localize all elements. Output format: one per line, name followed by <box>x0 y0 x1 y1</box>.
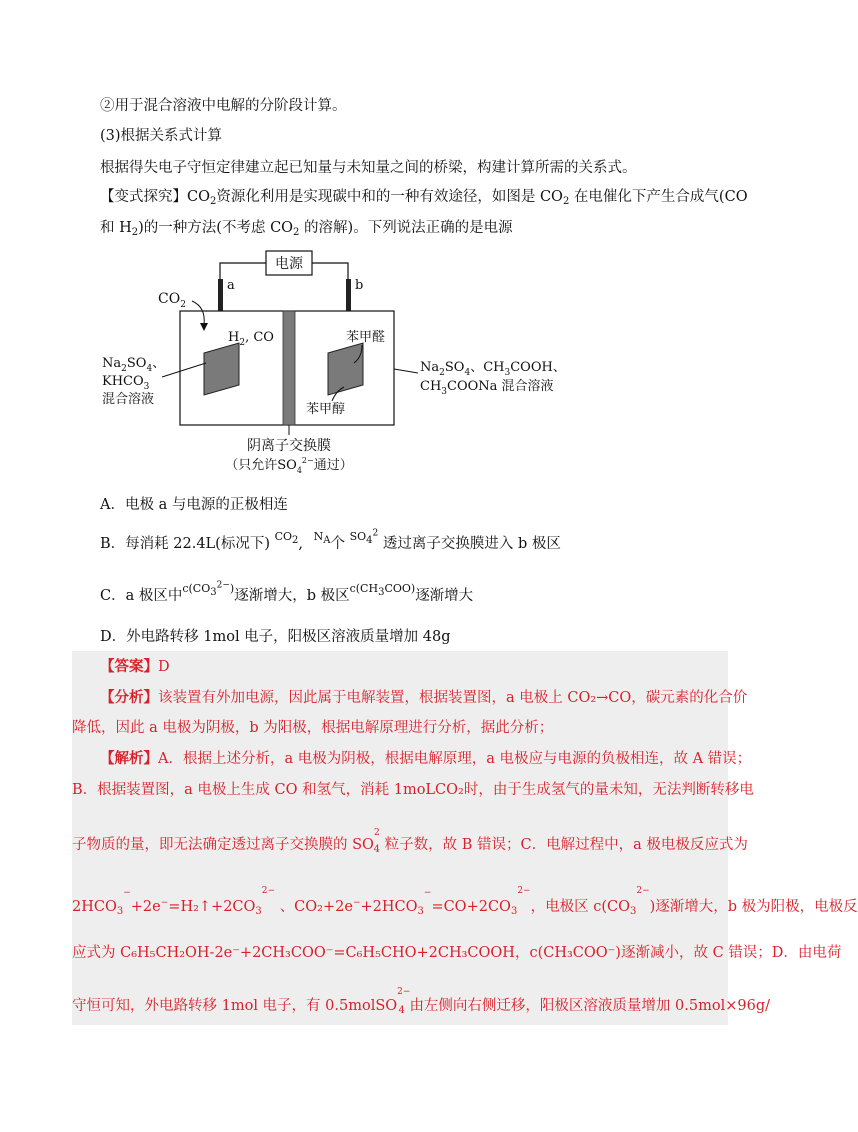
section-3-heading: (3)根据关系式计算 <box>100 128 223 144</box>
electrode-b-label: b <box>355 278 364 293</box>
answer-tag: 【答案】 <box>100 658 158 675</box>
question-line-1: 【变式探究】$CO_2$资源化利用是实现碳中和的一种有效途径，如图是 $CO_2$ 在电催化下产生合成气(CO <box>100 189 748 207</box>
option-a: A．电极 a 与电源的正极相连 <box>100 497 288 513</box>
option-b: B．每消耗 22.4L(标况下) $CO_2$, $N_A$个 $SO_4^2$ 透过离子交换膜进入 b 极区 <box>100 528 561 552</box>
right-solution-pointer <box>394 369 418 373</box>
option-b-co2-formula: $CO_2$ <box>274 530 299 546</box>
right-solution-line-2: $CH_3COONa$ 混合溶液 <box>420 379 554 397</box>
membrane-label: 阴离子交换膜 <box>247 438 331 454</box>
option-c-carbonate-formula: $c(CO_3^{2-})$ <box>182 580 235 598</box>
co2-inlet-label: $CO_2$ <box>158 291 186 310</box>
benzyl-alcohol-label: 苯甲醇 <box>306 402 346 417</box>
option-d: D．外电路转移 1mol 电子，阳极区溶液质量增加 48g <box>100 629 451 645</box>
item-2-text: ②用于混合溶液中电解的分阶段计算。 <box>100 98 347 114</box>
left-solution-line-1: $Na_2SO_4$、 <box>102 356 166 374</box>
analysis-line-1: 【分析】该装置有外加电源，因此属于电解装置，根据装置图，a 电极上 CO₂→CO，碳元素的化合价 <box>100 689 748 706</box>
explanation-line-4: $2HCO_3^-+2e^-=H_2↑+2CO_3^{2-}$ 、$CO_2+2e^-+2HCO_3^-=CO+2CO_3^{2-}$，电极区 $c(CO_3^{2-})$逐渐增大，b 极为阳极，电极反 <box>72 886 858 917</box>
explanation-line-1: 【解析】A．根据上述分析，a 电极为阴极，根据电解原理，a 电极应与电源的负极相连，故 A 错误； <box>100 750 752 767</box>
answer-value: D <box>158 659 170 675</box>
option-b-so4-formula: $SO_4^2$ <box>349 528 379 546</box>
answer-line <box>100 657 170 677</box>
explanation-line-6: 守恒可知，外电路转移 1mol 电子，有 0.5molSO$^{2-}_4$ 由左侧向右侧迁移，阳极区溶液质量增加 0.5mol×96g/ <box>72 987 770 1016</box>
power-source-label: 电源 <box>275 256 303 272</box>
explanation-line-3: 子物质的量，即无法确定透过离子交换膜的 $SO^2_4$ 粒子数，故 B 错误；C．电解过程中，a 极电极反应式为 <box>72 828 748 855</box>
analysis-line-2: 降低，因此 a 电极为阴极，b 为阳极，根据电解原理进行分析，据此分析； <box>72 720 554 736</box>
products-label: $H_2$, CO <box>228 330 274 348</box>
explanation-line-5: 应式为 C₆H₅CH₂OH-2e⁻+2CH₃COO⁻=C₆H₅CHO+2CH₃COOH，c(CH₃COO⁻)逐渐减小，故 C 错误；D．由电荷 <box>72 945 842 961</box>
analysis-tag: 【分析】 <box>100 689 158 706</box>
membrane-note: （只允许$SO_4^{2-}$通过） <box>225 456 353 475</box>
option-c: C．a 极区中$c(CO_3^{2-})$逐渐增大，b 极区$c(CH_3COO)$逐渐增大 <box>100 580 474 604</box>
explanation-tag: 【解析】 <box>100 750 158 767</box>
electrode-a-label: a <box>227 278 235 293</box>
wire-b <box>312 263 348 317</box>
benzaldehyde-label: 苯甲醛 <box>346 330 386 345</box>
explanation-line-2: B．根据装置图，a 电极上生成 CO 和氢气，消耗 1moLCO₂时，由于生成氢气的量未知，无法判断转移电 <box>72 782 754 798</box>
left-solution-line-2: $KHCO_3$ <box>102 374 150 392</box>
question-line-2: 和 $H_2$)的一种方法(不考虑 $CO_2$ 的溶解)。下列说法正确的是电源 <box>100 220 513 238</box>
section-3-text: 根据得失电子守恒定律建立起已知量与未知量之间的桥梁，构建计算所需的关系式。 <box>100 160 637 176</box>
anion-exchange-membrane <box>283 311 295 425</box>
left-solution-line-3: 混合溶液 <box>102 392 155 407</box>
right-solution-line-1: $Na_2SO_4$、$CH_3COOH$、 <box>420 360 566 378</box>
option-c-acetate-formula: $c(CH_3COO)$ <box>349 582 416 598</box>
question-tag: 【变式探究】 <box>100 189 187 205</box>
option-b-na-formula: $N_A$ <box>313 530 331 546</box>
electrolysis-diagram <box>100 245 580 485</box>
